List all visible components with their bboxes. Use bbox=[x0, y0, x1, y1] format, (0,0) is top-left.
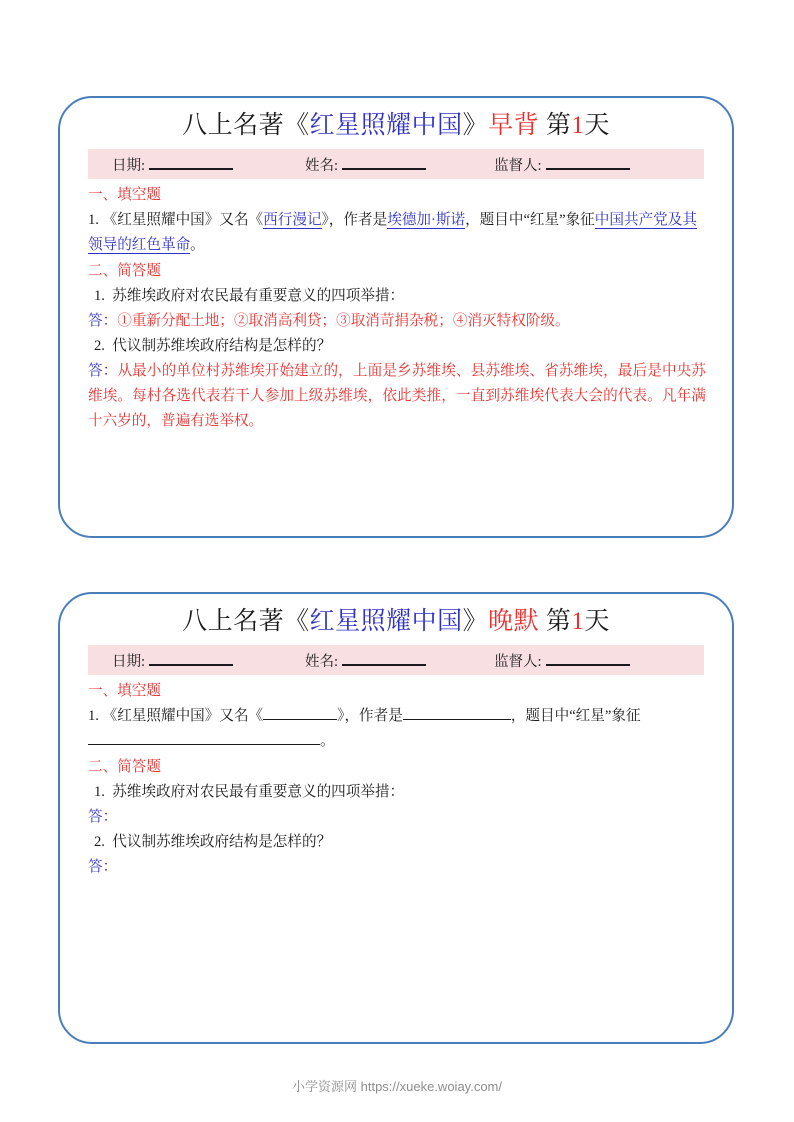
name-input-rule[interactable] bbox=[342, 664, 426, 666]
short-answer-answer-2[interactable] bbox=[88, 855, 706, 880]
fill-blank-question-1 bbox=[88, 704, 706, 754]
q1-part1: 《红星照耀中国》又名《 bbox=[102, 212, 264, 229]
sa-a1-label: 答： bbox=[88, 808, 118, 825]
short-answer-answer-2 bbox=[88, 359, 706, 434]
worksheet-card-morning bbox=[58, 96, 734, 538]
date-label: 日期: bbox=[112, 157, 146, 174]
date-input-rule[interactable] bbox=[149, 168, 233, 170]
sa-q1-number: 1. bbox=[94, 287, 105, 304]
date-field[interactable] bbox=[112, 650, 233, 671]
q1-part4: 。 bbox=[190, 237, 205, 254]
q1-part4: 。 bbox=[320, 733, 335, 750]
title-day-suffix: 天 bbox=[584, 608, 610, 635]
q1-answer-author: 埃德加·斯诺 bbox=[387, 212, 466, 229]
q1-number: 1. bbox=[88, 212, 99, 229]
sa-q2-number: 2. bbox=[94, 833, 105, 850]
short-answer-question-2 bbox=[88, 334, 706, 359]
sa-q2-number: 2. bbox=[94, 337, 105, 354]
card-body-evening bbox=[60, 675, 732, 880]
title-day-prefix: 第 bbox=[545, 112, 572, 139]
sa-q2-text: 代议制苏维埃政府结构是怎样的？ bbox=[112, 833, 332, 850]
title-book-name: 红星照耀中国 bbox=[309, 608, 463, 635]
sa-q1-number: 1. bbox=[94, 783, 105, 800]
name-label: 姓名: bbox=[305, 653, 339, 670]
card-title-morning bbox=[60, 110, 732, 141]
supervisor-field[interactable] bbox=[494, 650, 630, 671]
title-book-open: 《 bbox=[284, 112, 310, 139]
title-day-suffix: 天 bbox=[584, 112, 610, 139]
q1-part2: 》，作者是 bbox=[321, 212, 388, 229]
title-mode: 晚默 bbox=[488, 608, 540, 635]
supervisor-field[interactable] bbox=[494, 154, 630, 175]
short-answer-question-2 bbox=[88, 830, 706, 855]
name-label: 姓名: bbox=[305, 157, 339, 174]
worksheet-card-evening bbox=[58, 592, 734, 1044]
sa-q2-text: 代议制苏维埃政府结构是怎样的？ bbox=[112, 337, 332, 354]
date-label: 日期: bbox=[112, 653, 146, 670]
q1-number: 1. bbox=[88, 708, 99, 725]
title-day-prefix: 第 bbox=[545, 608, 572, 635]
short-answer-answer-1 bbox=[88, 309, 706, 334]
supervisor-input-rule[interactable] bbox=[546, 664, 630, 666]
sa-a1-text: ①重新分配土地；②取消高利贷；③取消苛捐杂税；④消灭特权阶级。 bbox=[117, 312, 570, 329]
name-input-rule[interactable] bbox=[342, 168, 426, 170]
q1-part2: 》，作者是 bbox=[337, 708, 403, 725]
section-heading-fill-blank: 一、填空题 bbox=[88, 683, 161, 700]
sa-a2-label: 答： bbox=[88, 362, 118, 379]
q1-blank-author[interactable] bbox=[403, 705, 511, 721]
title-book-close: 》 bbox=[462, 112, 489, 139]
q1-part3: ，题目中“红星”象征 bbox=[510, 708, 641, 725]
title-prefix: 八上名著 bbox=[182, 608, 285, 635]
title-book-close: 》 bbox=[462, 608, 489, 635]
info-bar-evening bbox=[88, 645, 704, 675]
date-field[interactable] bbox=[112, 154, 233, 175]
supervisor-input-rule[interactable] bbox=[546, 168, 630, 170]
q1-blank-symbol[interactable] bbox=[88, 730, 320, 746]
sa-a2-text: 从最小的单位村苏维埃开始建立的，上面是乡苏维埃、县苏维埃、省苏维埃，最后是中央苏维埃。每村各选代表若干人参加上级苏维埃，依此类推，一直到苏维埃代表大会的代表。凡年满十六岁的，普遍有选举权。 bbox=[88, 362, 706, 430]
card-body-morning bbox=[60, 179, 732, 434]
section-heading-fill-blank: 一、填空题 bbox=[88, 187, 161, 204]
name-field[interactable] bbox=[305, 650, 426, 671]
title-book-name: 红星照耀中国 bbox=[309, 112, 463, 139]
short-answer-question-1 bbox=[88, 780, 706, 805]
card-title-evening bbox=[60, 606, 732, 637]
title-day-number: 1 bbox=[571, 112, 585, 139]
sa-q1-text: 苏维埃政府对农民最有重要意义的四项举措： bbox=[112, 783, 405, 800]
section-heading-short-answer: 二、简答题 bbox=[88, 262, 161, 279]
q1-blank-alt-title[interactable] bbox=[263, 705, 337, 721]
short-answer-question-1 bbox=[88, 284, 706, 309]
q1-part1: 《红星照耀中国》又名《 bbox=[102, 708, 264, 725]
q1-part3: ，题目中“红星”象征 bbox=[465, 212, 595, 229]
title-book-open: 《 bbox=[284, 608, 310, 635]
fill-blank-question-1 bbox=[88, 208, 706, 258]
title-mode: 早背 bbox=[488, 112, 540, 139]
sa-q1-text: 苏维埃政府对农民最有重要意义的四项举措： bbox=[112, 287, 405, 304]
info-bar-morning bbox=[88, 149, 704, 179]
date-input-rule[interactable] bbox=[149, 664, 233, 666]
section-heading-short-answer: 二、简答题 bbox=[88, 758, 161, 775]
sa-a1-label: 答： bbox=[88, 312, 118, 329]
title-day-number: 1 bbox=[571, 608, 585, 635]
sa-a2-label: 答： bbox=[88, 858, 118, 875]
q1-answer-symbol: 中国共产党及其领导的红色革命 bbox=[88, 212, 697, 254]
title-prefix: 八上名著 bbox=[182, 112, 285, 139]
q1-answer-alt-title: 西行漫记 bbox=[263, 212, 322, 229]
supervisor-label: 监督人: bbox=[494, 157, 542, 174]
footer-watermark: 小学资源网 https://xueke.woiay.com/ bbox=[292, 1079, 502, 1094]
name-field[interactable] bbox=[305, 154, 426, 175]
short-answer-answer-1[interactable] bbox=[88, 805, 706, 830]
supervisor-label: 监督人: bbox=[494, 653, 542, 670]
